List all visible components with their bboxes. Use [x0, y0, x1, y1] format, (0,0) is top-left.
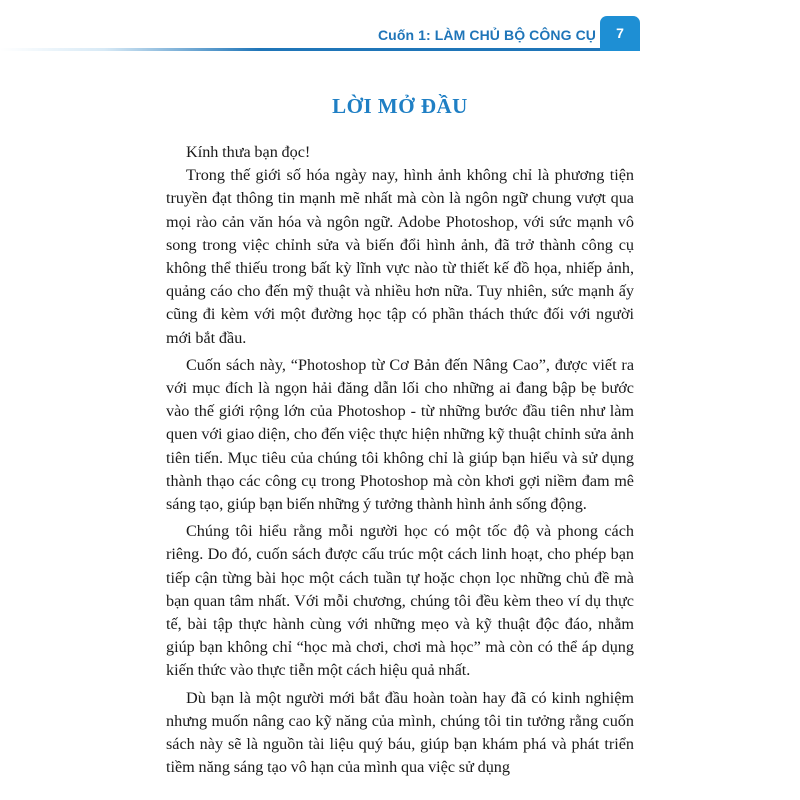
page-number-tab: [600, 16, 640, 51]
paragraph: Trong thế giới số hóa ngày nay, hình ảnh không chỉ là phương tiện truyền đạt thông tin mạnh mẽ nhất mà còn là ngôn ngữ chung vượt qua mọi rào cản văn hóa và ngôn ngữ. Adobe Photoshop, với sức mạnh vô song trong việc chỉnh sửa và biến đổi hình ảnh, đã trở thành công cụ không thể thiếu trong bất kỳ lĩnh vực nào từ thiết kế đồ họa, nhiếp ảnh, quảng cáo cho đến mỹ thuật và nhiều hơn nữa. Tuy nhiên, sức mạnh ấy cũng đi kèm với một đường học tập có phần thách thức đối với người mới bắt đầu.: [166, 166, 634, 347]
running-header: [0, 0, 800, 60]
page-number: 7: [616, 25, 624, 41]
running-header-title: Cuốn 1: LÀM CHỦ BỘ CÔNG CỤ: [377, 27, 596, 43]
paragraph-greeting: Kính thưa bạn đọc!: [186, 143, 311, 161]
paragraph: Chúng tôi hiểu rằng mỗi người học có một tốc độ và phong cách riêng. Do đó, cuốn sách được cấu trúc một cách linh hoạt, cho phép bạn tiếp cận từng bài học một cách tuần tự hoặc chọn lọc những chủ đề mà bạn quan tâm nhất. Với mỗi chương, chúng tôi đều kèm theo ví dụ thực tế, bài tập thực hành cùng với những mẹo và kỹ thuật độc đáo, nhằm giúp bạn không chỉ “học mà chơi, chơi mà học” mà còn có thể áp dụng kiến thức vào thực tiễn một cách hiệu quả nhất.: [166, 522, 634, 680]
paragraph: Dù bạn là một người mới bắt đầu hoàn toàn hay đã có kinh nghiệm nhưng muốn nâng cao kỹ năng của mình, chúng tôi tin tưởng rằng cuốn sách này sẽ là nguồn tài liệu quý báu, giúp bạn khám phá và phát triển tiềm năng sáng tạo vô hạn của mình qua việc sử dụng: [166, 688, 634, 777]
paragraph: Cuốn sách này, “Photoshop từ Cơ Bản đến Nâng Cao”, được viết ra với mục đích là ngọn hải đăng dẫn lối cho những ai đang bập bẹ bước vào thế giới rộng lớn của Photoshop - từ những bước đầu tiên như làm quen với giao diện, cho đến việc thực hiện những kỹ thuật chỉnh sửa ảnh tiên tiến. Mục tiêu của chúng tôi không chỉ là giúp bạn hiểu và sử dụng thành thạo các công cụ trong Photoshop mà còn khơi gợi niềm đam mê sáng tạo, giúp bạn biến những ý tưởng thành hình ảnh sống động.: [166, 355, 634, 514]
body-text: [166, 141, 634, 783]
header-rule: [0, 48, 606, 51]
chapter-title: LỜI MỞ ĐẦU: [332, 94, 468, 118]
